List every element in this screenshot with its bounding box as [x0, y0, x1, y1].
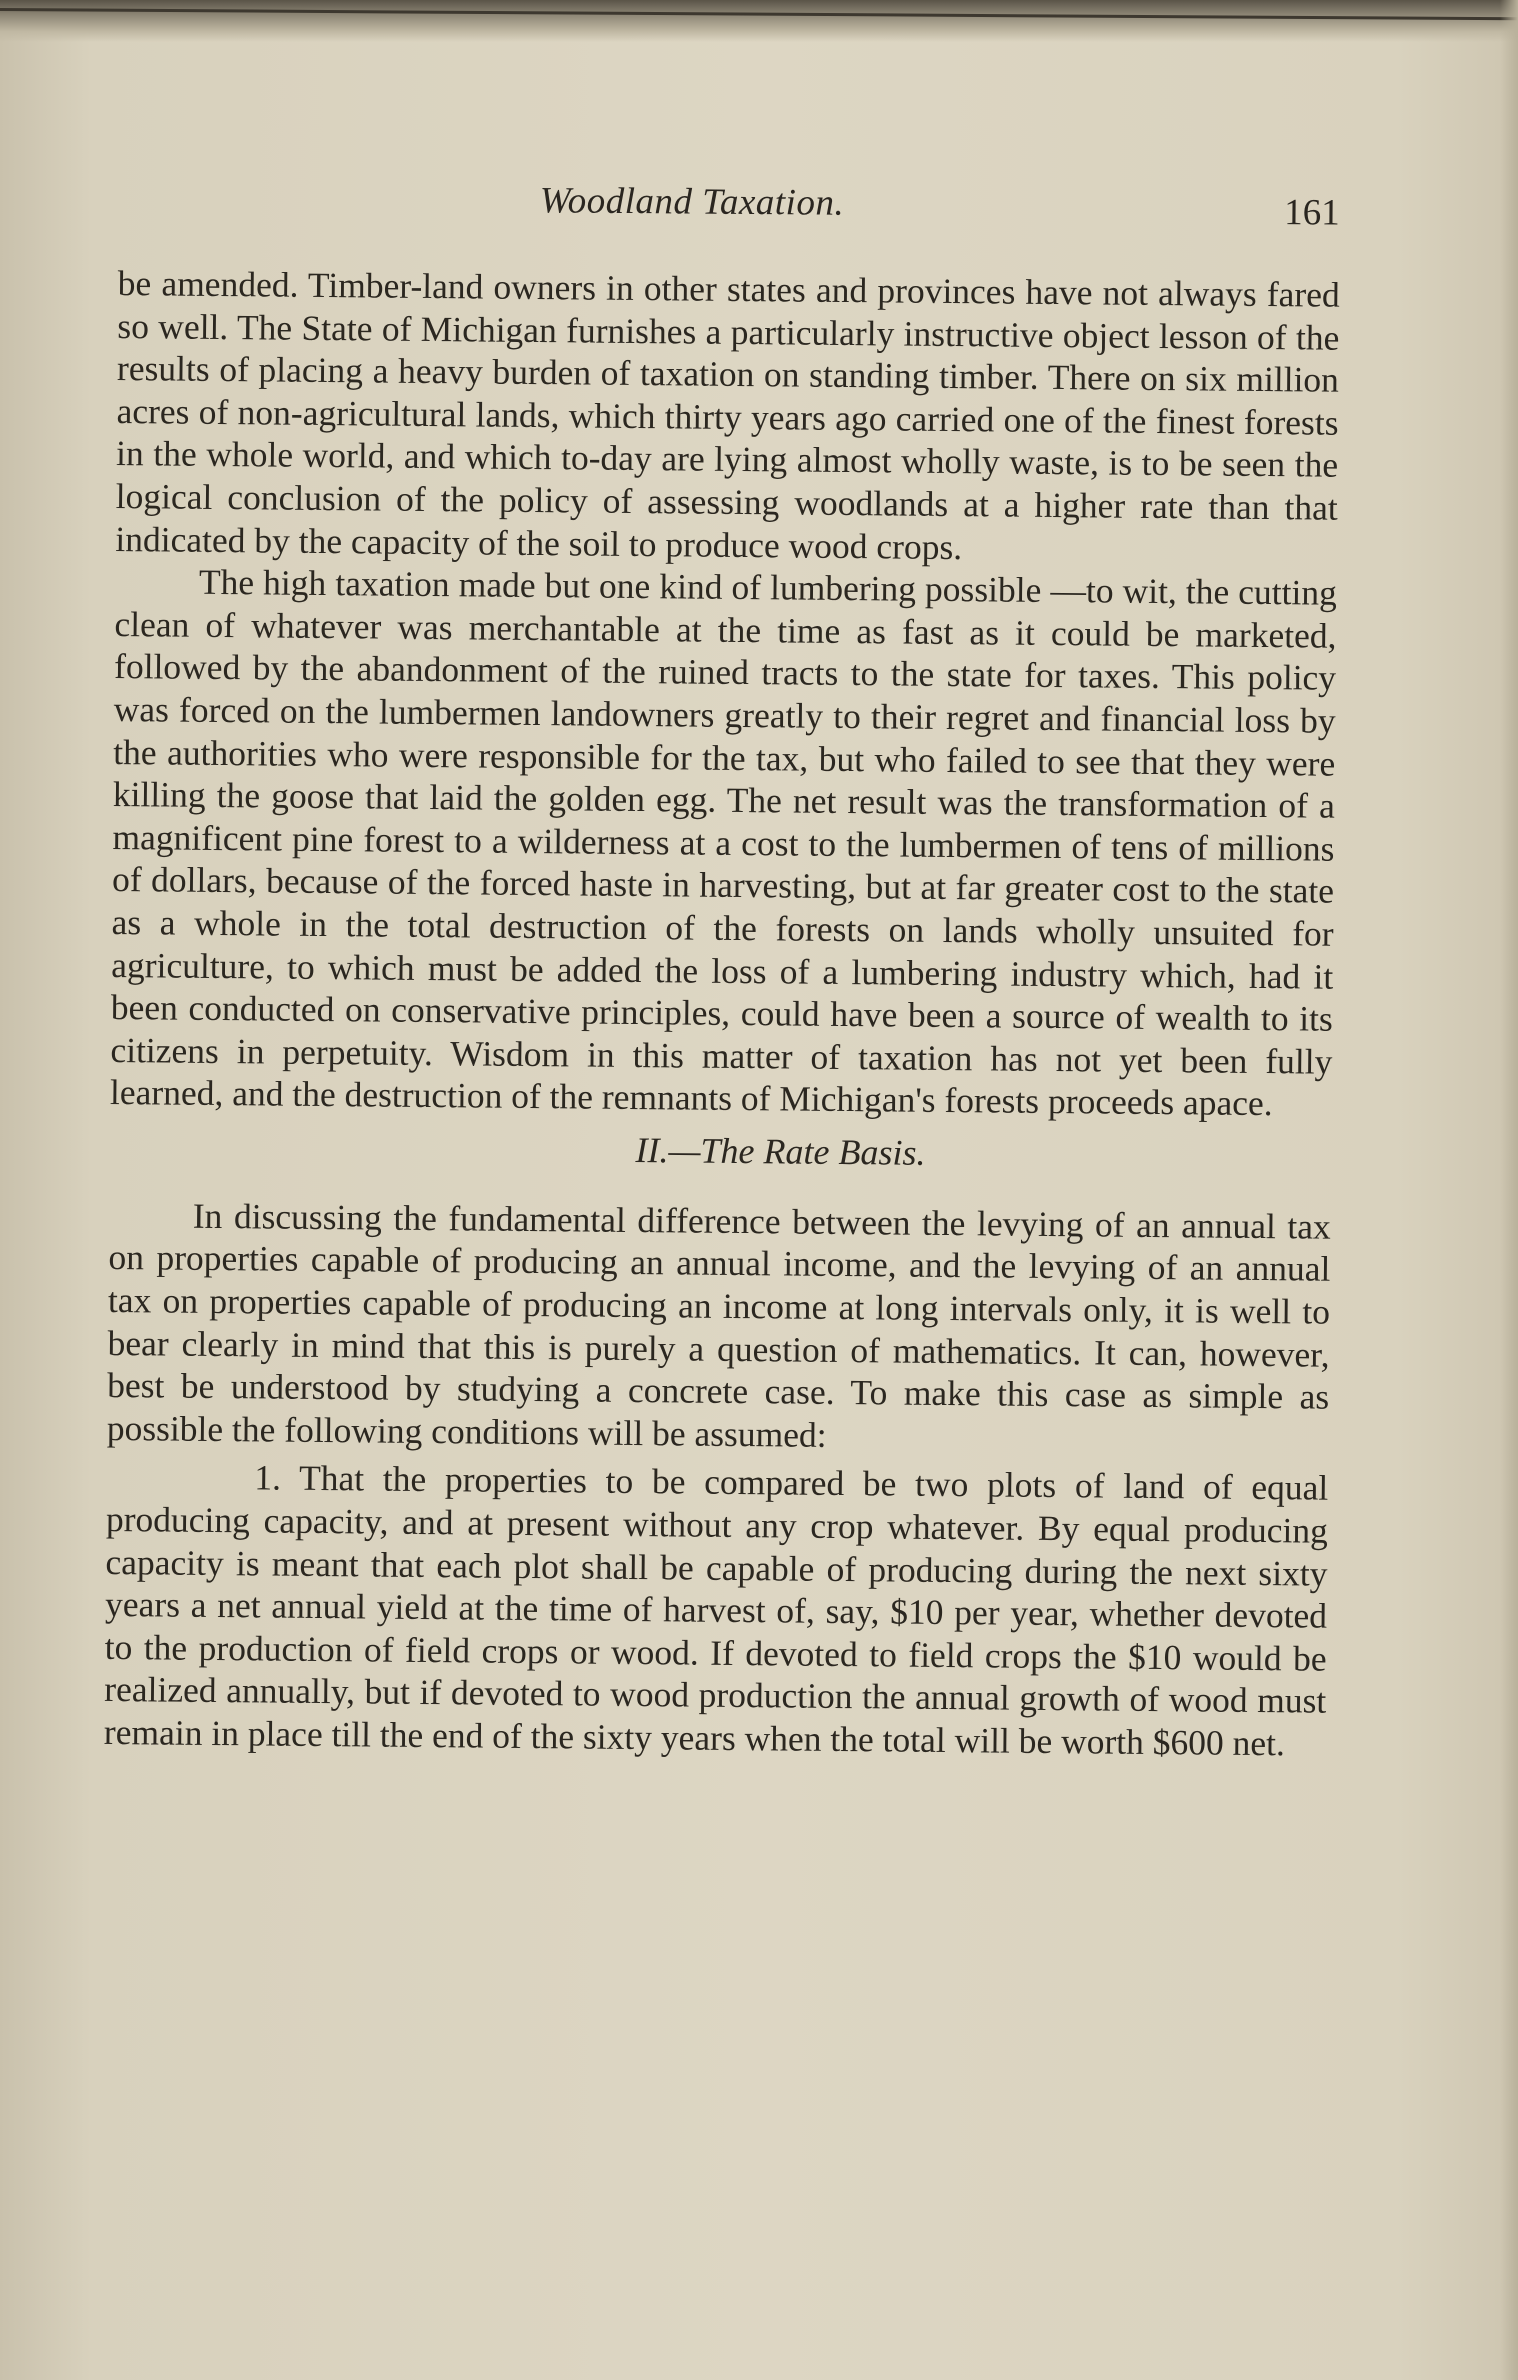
running-title: Woodland Taxation. — [539, 180, 845, 224]
page-right-edge — [1500, 0, 1518, 2380]
page-number: 161 — [1284, 192, 1340, 234]
paragraph-3: In discussing the fundamental difference between the levying of an annual tax on properties capable of producing an annual income, and the levying of an annual tax on properties capable of producing an income at long intervals only, it is well to bear clearly in mind that this is purely a question of mathematics. It can, however, best be understood by studying a concrete case. To make this case as simple as possible the following conditions will be assumed: — [106, 1195, 1331, 1455]
paragraph-1: be amended. Timber-land owners in other states and provinces have not always fared so well. The State of Michigan furnishes a particularly instructive object lesson of the results of placing a heavy burden of taxation on standing timber. There on six million acres of non-agricultural lands, which thirty years ago carried one of the finest forests in the whole world, and which to-day are lying almost wholly waste, is to be seen the logical conclusion of the policy of assessing woodlands at a higher rate than that indicated by the capacity of the soil to produce wood crops. — [115, 262, 1340, 567]
paragraph-2: The high taxation made but one kind of lumbering possible —to wit, the cutting clean of whatever was merchantable at the time as fast as it could be marketed, followed by the abandonment of the ruined tracts to the state for taxes. This policy was forced on the lumbermen landowners greatly to their regret and financial loss by the authorities who were responsible for the tax, but who failed to see that they were killing the goose that laid the golden egg. The net result was the transformation of a magnificent pine forest to a wilderness at a cost to the lumbermen of tens of millions of dollars, because of the forced haste in harvesting, but at far greater cost to the state as a whole in the total destruction of the forests on lands wholly unsuited for agriculture, to which must be added the loss of a lumbering industry which, had it been conducted on conservative principles, could have been a source of wealth to its citizens in perpetuity. Wisdom in this matter of taxation has not yet been fully learned, and the destruction of the remnants of Michigan's forests proceeds apace. — [109, 561, 1338, 1124]
page-body — [104, 262, 1340, 1765]
list-item-1: 1. That the properties to be compared be two plots of land of equal producing capacity, and at present without any crop whatever. By equal producing capacity is meant that each plot shall be capable of producing during the next sixty years a net annual yield at the time of harvest of, say, $10 per year, whether devoted to the production of field crops or wood. If devoted to field crops the $10 would be realized annually, but if devoted to wood production the annual growth of wood must remain in place till the end of the sixty years when the total will be worth $600 net. — [103, 1457, 1329, 1764]
page-header — [120, 176, 1340, 246]
section-heading: II.—The Rate Basis. — [635, 1129, 926, 1173]
page-top-shadow — [0, 0, 1518, 42]
